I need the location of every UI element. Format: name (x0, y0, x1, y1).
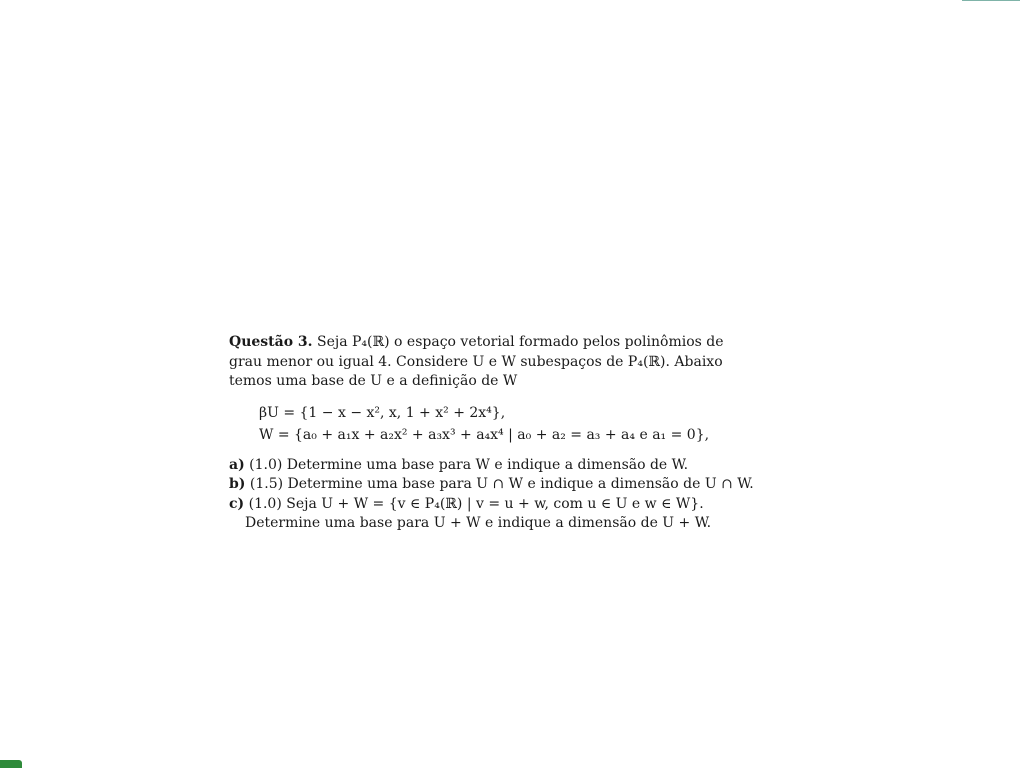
item-b-text: (1.5) Determine uma base para U ∩ W e indique a dimensão de U ∩ W. (249, 476, 754, 492)
question-paragraph (229, 333, 759, 392)
question-document (229, 333, 759, 534)
item-a-label: a) (229, 456, 245, 473)
item-a (229, 456, 759, 476)
question-heading: Questão 3. (229, 334, 313, 350)
question-body: Seja P₄(ℝ) o espaço vetorial formado pelos polinômios de grau menor ou igual 4. Considere U e W subespaços de P₄(ℝ). Abaixo temos uma base de U e a definição de W (229, 334, 724, 389)
item-c-continuation: Determine uma base para U + W e indique a dimensão de U + W. (245, 515, 712, 531)
top-edge-line (962, 0, 1020, 1)
item-b-label: b) (229, 476, 246, 492)
item-c-text: (1.0) Seja U + W = {v ∈ P₄(ℝ) | v = u + w, com u ∈ U e w ∈ W}. (248, 495, 704, 512)
item-b (229, 475, 759, 495)
basis-u-equation: βU = {1 − x − x², x, 1 + x² + 2x⁴}, (259, 404, 506, 421)
items-list (229, 456, 759, 534)
set-w-equation: W = {a₀ + a₁x + a₂x² + a₃x³ + a₄x⁴ | a₀ + a₂ = a₃ + a₄ e a₁ = 0}, (259, 426, 710, 443)
item-c-label: c) (229, 495, 245, 512)
item-a-text: (1.0) Determine uma base para W e indique a dimensão de W. (249, 456, 689, 473)
corner-tab (0, 760, 22, 768)
item-c (229, 495, 759, 515)
equations-block (259, 402, 759, 446)
